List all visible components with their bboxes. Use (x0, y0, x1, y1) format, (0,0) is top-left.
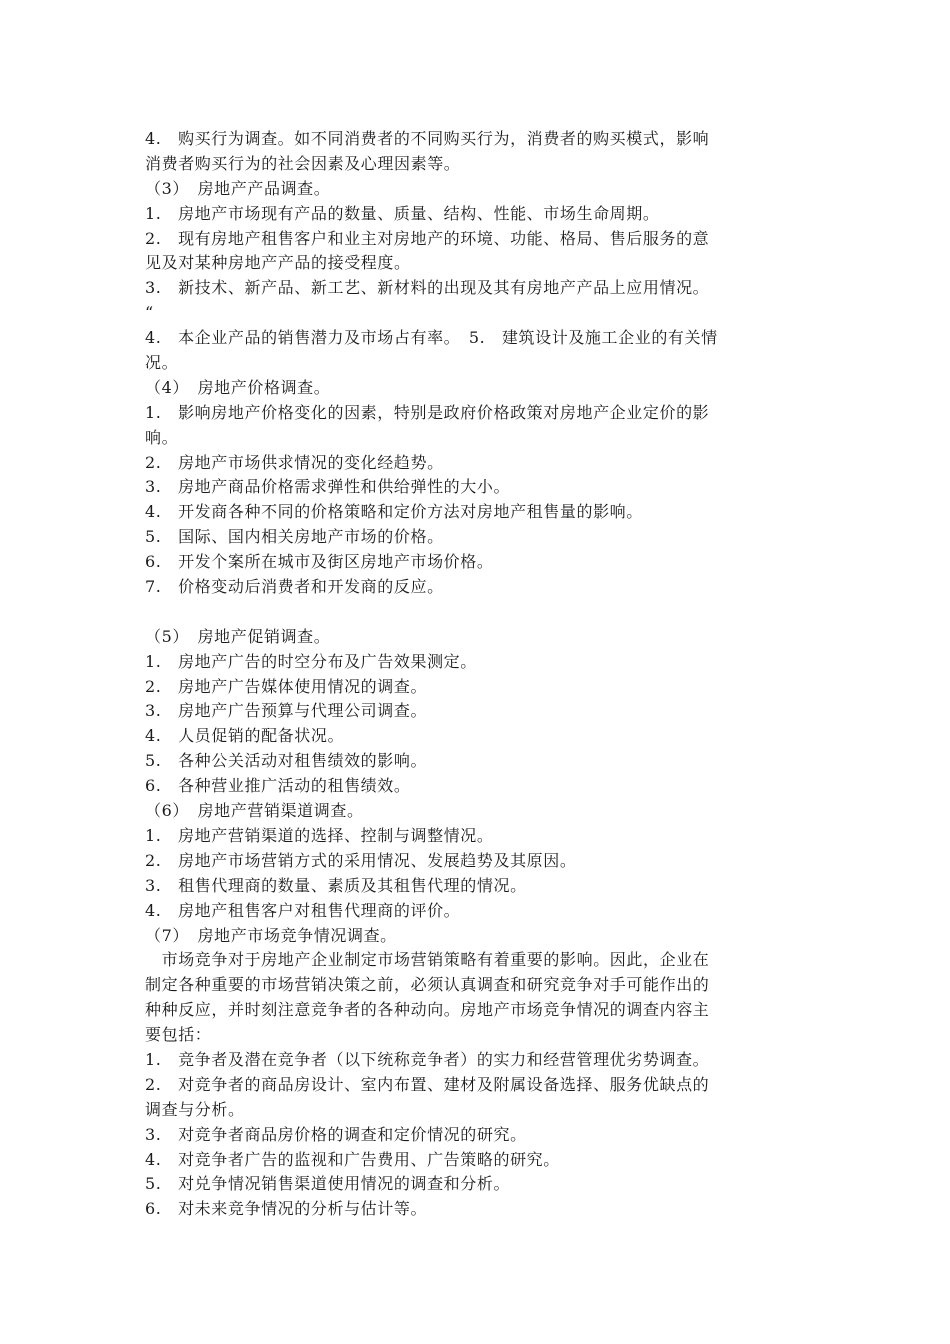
section-heading: （4） 房地产价格调查。 (145, 377, 331, 397)
text-line: 4. 房地产租售客户对租售代理商的评价。 (145, 900, 461, 920)
text-line: 3. 对竞争者商品房价格的调查和定价情况的研究。 (145, 1124, 527, 1144)
text-line: 4. 本企业产品的销售潜力及市场占有率。 5. 建筑设计及施工企业的有关情 (145, 328, 718, 348)
text-line: 1. 影响房地产价格变化的因素，特别是政府价格政策对房地产企业定价的影 (145, 402, 710, 422)
section-heading: （5） 房地产促销调查。 (145, 626, 331, 646)
text-line: 4. 开发商各种不同的价格策略和定价方法对房地产租售量的影响。 (145, 502, 643, 522)
text-line: 2. 房地产广告媒体使用情况的调查。 (145, 676, 428, 696)
section-heading: （7） 房地产市场竞争情况调查。 (145, 925, 397, 945)
text-line: 7. 价格变动后消费者和开发商的反应。 (145, 577, 444, 597)
text-line: 2. 房地产市场营销方式的采用情况、发展趋势及其原因。 (145, 850, 577, 870)
text-line: 2. 房地产市场供求情况的变化经趋势。 (145, 452, 444, 472)
section-heading: （6） 房地产营销渠道调查。 (145, 801, 364, 821)
text-line: 消费者购买行为的社会因素及心理因素等。 (145, 153, 461, 173)
text-line: 2. 对竞争者的商品房设计、室内布置、建材及附属设备选择、服务优缺点的 (145, 1074, 710, 1094)
text-line: “ (145, 303, 154, 323)
paragraph-line: 制定各种重要的市场营销决策之前，必须认真调查和研究竞争对手可能作出的 (145, 975, 710, 995)
text-line: 5. 对兑争情况销售渠道使用情况的调查和分析。 (145, 1174, 511, 1194)
paragraph-line: 要包括： (145, 1025, 212, 1045)
text-line: 3. 房地产广告预算与代理公司调查。 (145, 701, 428, 721)
text-line: 3. 房地产商品价格需求弹性和供给弹性的大小。 (145, 477, 511, 497)
text-line: 3. 新技术、新产品、新工艺、新材料的出现及其有房地产产品上应用情况。 (145, 278, 710, 298)
text-line: 6. 开发个案所在城市及街区房地产市场价格。 (145, 552, 494, 572)
paragraph-line: 市场竞争对于房地产企业制定市场营销策略有着重要的影响。因此，企业在 (145, 950, 710, 970)
text-line: 3. 租售代理商的数量、素质及其租售代理的情况。 (145, 875, 527, 895)
text-line: 4. 对竞争者广告的监视和广告费用、广告策略的研究。 (145, 1149, 560, 1169)
text-line: 5. 各种公关活动对租售绩效的影响。 (145, 751, 428, 771)
text-line: 5. 国际、国内相关房地产市场的价格。 (145, 527, 444, 547)
text-line: 2. 现有房地产租售客户和业主对房地产的环境、功能、格局、售后服务的意 (145, 228, 710, 248)
text-line: 1. 房地产市场现有产品的数量、质量、结构、性能、市场生命周期。 (145, 203, 660, 223)
text-line: 响。 (145, 427, 179, 447)
blank-line (145, 600, 810, 625)
text-line: 调查与分析。 (145, 1099, 245, 1119)
text-line: 6. 各种营业推广活动的租售绩效。 (145, 776, 411, 796)
text-line: 6. 对未来竞争情况的分析与估计等。 (145, 1199, 428, 1219)
text-line: 1. 房地产广告的时空分布及广告效果测定。 (145, 651, 477, 671)
text-line: 况。 (145, 353, 179, 373)
section-heading: （3） 房地产产品调查。 (145, 178, 331, 198)
document-body (145, 127, 810, 1222)
text-line: 4. 购买行为调查。如不同消费者的不同购买行为，消费者的购买模式，影响 (145, 129, 710, 148)
text-line: 4. 人员促销的配备状况。 (145, 726, 345, 746)
text-line: 1. 竞争者及潜在竞争者（以下统称竞争者）的实力和经营管理优劣势调查。 (145, 1049, 710, 1069)
text-line: 1. 房地产营销渠道的选择、控制与调整情况。 (145, 825, 494, 845)
paragraph-line: 种种反应，并时刻注意竞争者的各种动向。房地产市场竞争情况的调查内容主 (145, 1000, 710, 1020)
text-line: 见及对某种房地产产品的接受程度。 (145, 253, 411, 273)
